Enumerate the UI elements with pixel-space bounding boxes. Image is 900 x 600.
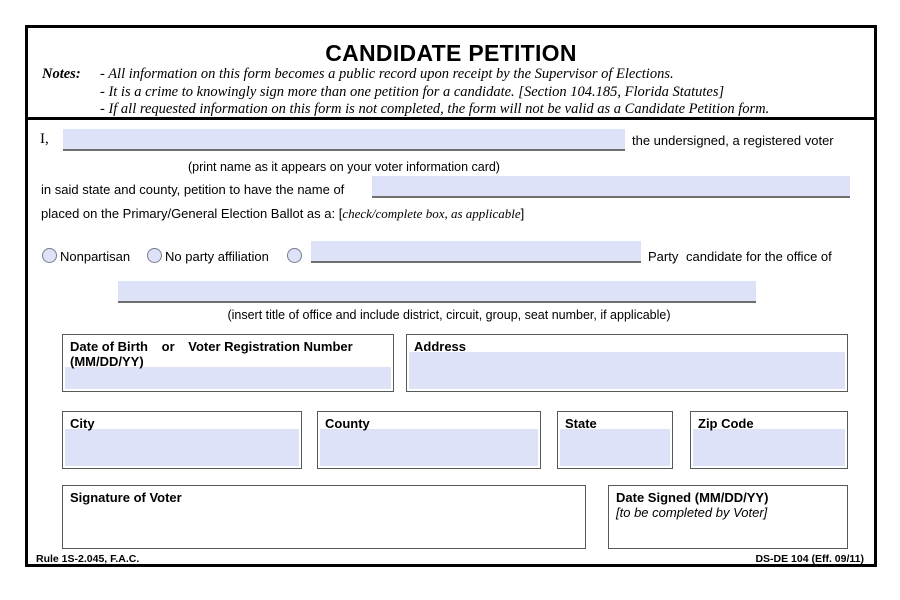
signature-field[interactable]: [62, 485, 586, 549]
form-header: [28, 28, 874, 120]
placed-on-ballot-emphasis: check/complete box, as applicable: [342, 206, 521, 221]
voter-registration-number-label: Voter Registration Number: [188, 339, 353, 354]
zip-code-field[interactable]: [690, 411, 848, 469]
in-said-state-text: in said state and county, petition to have the name of: [41, 182, 345, 197]
state-label: State: [565, 416, 597, 431]
zip-code-label: Zip Code: [698, 416, 754, 431]
address-field[interactable]: [406, 334, 848, 392]
signature-label: Signature of Voter: [70, 490, 182, 505]
date-of-birth-field[interactable]: [62, 334, 394, 392]
zip-code-input[interactable]: [693, 429, 845, 466]
state-field[interactable]: [557, 411, 673, 469]
office-title-caption: (insert title of office and include district, circuit, group, seat number, if applicable): [227, 308, 671, 322]
date-signed-title: Date Signed (MM/DD/YY): [616, 490, 769, 505]
county-label: County: [325, 416, 370, 431]
notes-list: [100, 66, 866, 119]
date-of-birth-or: or: [161, 339, 175, 354]
placed-on-ballot-suffix: ]: [520, 206, 525, 221]
city-field[interactable]: [62, 411, 302, 469]
candidate-for-office-text: candidate for the office of: [686, 249, 832, 264]
radio-nonpartisan[interactable]: [42, 248, 57, 263]
radio-nonpartisan-label: Nonpartisan: [60, 249, 131, 264]
note-line: - All information on this form becomes a public record upon receipt by the Supervisor of Elections.: [100, 66, 674, 82]
radio-no-party-affiliation[interactable]: [147, 248, 162, 263]
undersigned-text: the undersigned, a registered voter: [632, 133, 834, 148]
print-name-caption: (print name as it appears on your voter information card): [188, 160, 500, 174]
party-name-input[interactable]: [311, 241, 641, 263]
date-of-birth-label: [70, 339, 353, 369]
date-signed-label: [616, 490, 768, 520]
notes-label: Notes:: [42, 66, 81, 82]
address-input[interactable]: [409, 352, 845, 389]
notes-block: [42, 66, 866, 119]
date-signed-note: [to be completed by Voter]: [616, 505, 768, 520]
date-signed-field[interactable]: [608, 485, 848, 549]
footer-form-id: DS-DE 104 (Eff. 09/11): [755, 553, 864, 565]
i-label: I,: [40, 131, 49, 147]
footer-rule-text: Rule 1S-2.045, F.A.C.: [36, 553, 140, 565]
radio-no-party-affiliation-label: No party affiliation: [165, 249, 269, 264]
county-field[interactable]: [317, 411, 541, 469]
office-title-input[interactable]: [118, 281, 756, 303]
county-input[interactable]: [320, 429, 538, 466]
note-line: - If all requested information on this form is not completed, the form will not be valid as a Candidate Petition form.: [100, 101, 770, 117]
city-input[interactable]: [65, 429, 299, 466]
date-of-birth-input[interactable]: [65, 367, 391, 389]
city-label: City: [70, 416, 95, 431]
date-of-birth-format: (MM/DD/YY): [70, 354, 144, 369]
page-title: CANDIDATE PETITION: [325, 40, 577, 66]
date-of-birth-line1: Date of Birth: [70, 339, 148, 354]
party-label: Party: [648, 249, 679, 264]
print-name-input[interactable]: [63, 129, 625, 151]
address-label: Address: [414, 339, 467, 354]
radio-party[interactable]: [287, 248, 302, 263]
state-input[interactable]: [560, 429, 670, 466]
placed-on-ballot-text: [41, 206, 524, 222]
placed-on-ballot-prefix: placed on the Primary/General Election Ballot as a: [: [41, 206, 343, 221]
note-line: - It is a crime to knowingly sign more than one petition for a candidate. [Section 104.185, Florida Statutes]: [100, 83, 725, 100]
candidate-name-input[interactable]: [372, 176, 850, 198]
